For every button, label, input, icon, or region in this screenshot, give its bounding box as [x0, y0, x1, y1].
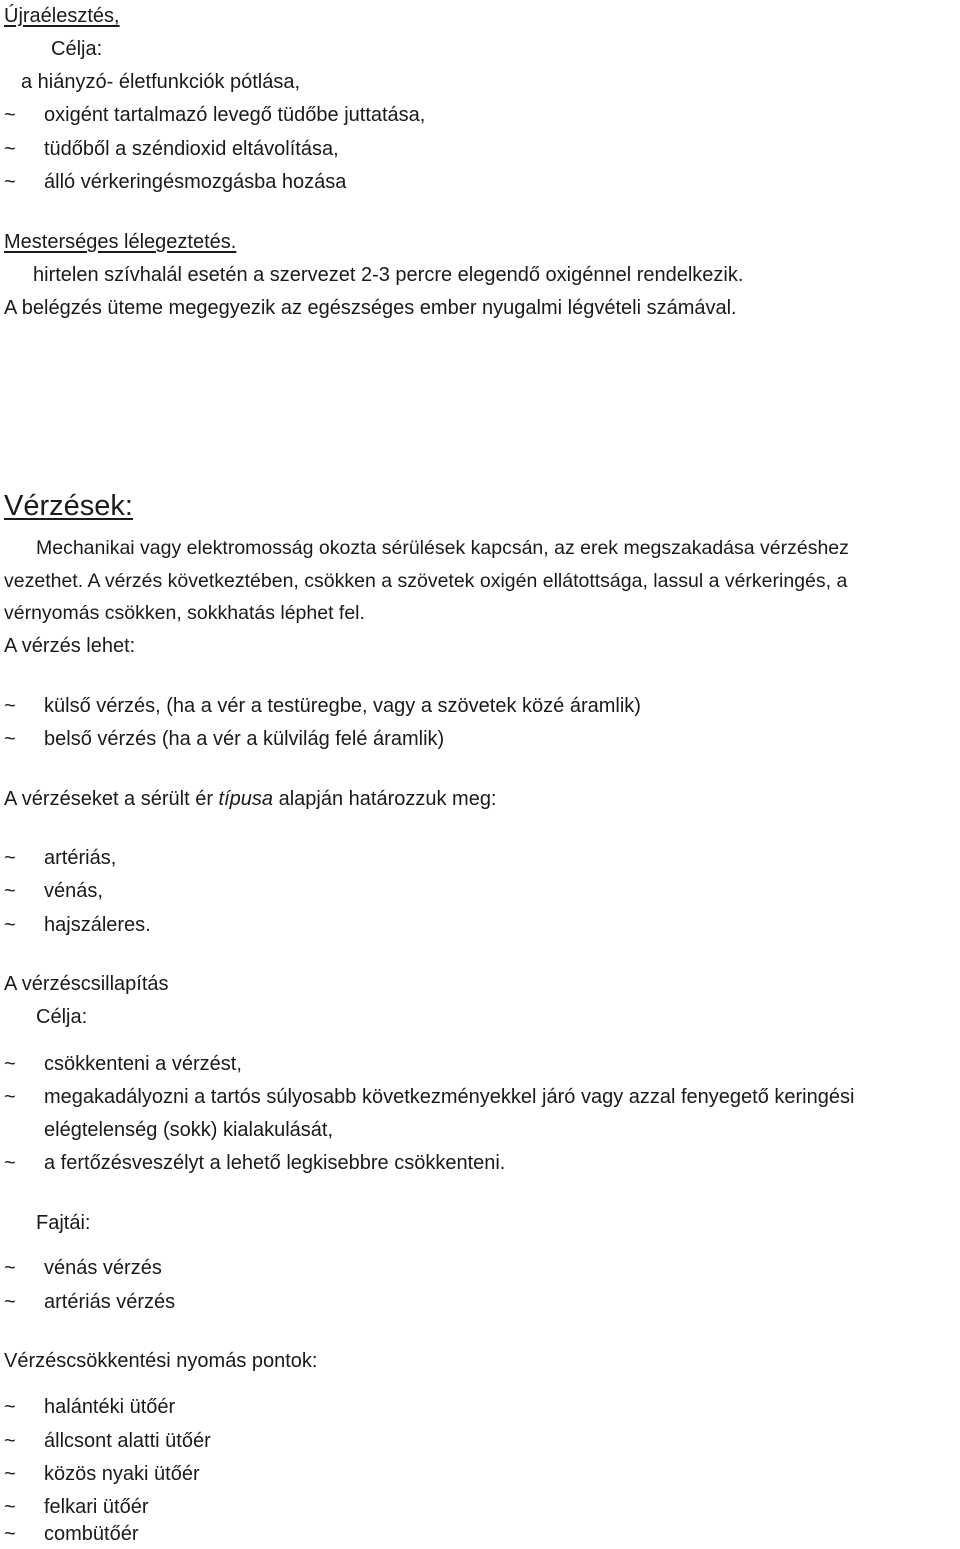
- list-item: oxigént tartalmazó levegő tüdőbe juttatása,: [44, 104, 426, 126]
- tilde-bullet: ~: [4, 1257, 16, 1279]
- list-item: belső vérzés (ha a vér a külvilág felé áramlik): [44, 728, 445, 750]
- paragraph-line: vezethet. A vérzés következtében, csökken a szövetek oxigén ellátottsága, lassul a vérkeringés, a: [4, 570, 848, 592]
- list-item: állcsont alatti ütőér: [44, 1430, 211, 1452]
- heading-mesterseges: Mesterséges lélegeztetés.: [4, 231, 237, 253]
- list-item: megakadályozni a tartós súlyosabb következményekkel járó vagy azzal fenyegető keringési: [44, 1086, 855, 1108]
- list-item: külső vérzés, (ha a vér a testüregbe, vagy a szövetek közé áramlik): [44, 695, 641, 717]
- heading-verzescsillapitas: A vérzéscsillapítás: [4, 973, 169, 995]
- heading-verzesek: Vérzések:: [4, 490, 133, 522]
- tilde-bullet: ~: [4, 914, 16, 936]
- tilde-bullet: ~: [4, 1396, 16, 1418]
- tilde-bullet: ~: [4, 1523, 16, 1545]
- tilde-bullet: ~: [4, 1053, 16, 1075]
- list-item: vénás vérzés: [44, 1257, 162, 1279]
- paragraph-line: Mechanikai vagy elektromosság okozta sérülések kapcsán, az erek megszakadása vérzéshez: [36, 537, 849, 559]
- list-item: artériás,: [44, 847, 117, 869]
- tipus-sentence: [4, 787, 497, 811]
- verzes-lehet-label: A vérzés lehet:: [4, 635, 136, 657]
- tipus-text-after: alapján határozzuk meg:: [273, 788, 497, 810]
- paragraph-line: vérnyomás csökken, sokkhatás léphet fel.: [4, 602, 365, 624]
- tipus-text-before: A vérzéseket a sérült ér: [4, 788, 219, 810]
- intro-line: a hiányzó- életfunkciók pótlása,: [21, 71, 301, 93]
- list-item: halántéki ütőér: [44, 1396, 176, 1418]
- list-item: hajszáleres.: [44, 914, 151, 936]
- celja-label: Célja:: [36, 1006, 88, 1028]
- list-item: a fertőzésveszélyt a lehető legkisebbre csökkenteni.: [44, 1152, 506, 1174]
- tilde-bullet: ~: [4, 728, 16, 750]
- list-item-continuation: elégtelenség (sokk) kialakulását,: [44, 1119, 334, 1141]
- tilde-bullet: ~: [4, 1086, 16, 1108]
- tilde-bullet: ~: [4, 1291, 16, 1313]
- text-line: A belégzés üteme megegyezik az egészséges ember nyugalmi légvételi számával.: [4, 297, 737, 319]
- list-item: vénás,: [44, 880, 103, 902]
- tilde-bullet: ~: [4, 847, 16, 869]
- list-item: artériás vérzés: [44, 1291, 176, 1313]
- tilde-bullet: ~: [4, 171, 16, 193]
- list-item: tüdőből a széndioxid eltávolítása,: [44, 138, 339, 160]
- list-item: álló vérkeringésmozgásba hozása: [44, 171, 347, 193]
- tipus-italic-word: típusa: [218, 788, 274, 810]
- list-item: közös nyaki ütőér: [44, 1463, 200, 1485]
- list-item: combütőér: [44, 1523, 139, 1545]
- tilde-bullet: ~: [4, 1152, 16, 1174]
- heading-nyomas-pontok: Vérzéscsökkentési nyomás pontok:: [4, 1350, 318, 1372]
- tilde-bullet: ~: [4, 1496, 16, 1518]
- heading-ujraelesztes: Újraélesztés,: [4, 5, 120, 27]
- celja-label: Célja:: [51, 38, 103, 60]
- list-item: felkari ütőér: [44, 1496, 149, 1518]
- tilde-bullet: ~: [4, 1430, 16, 1452]
- list-item: csökkenteni a vérzést,: [44, 1053, 242, 1075]
- tilde-bullet: ~: [4, 138, 16, 160]
- tilde-bullet: ~: [4, 880, 16, 902]
- tilde-bullet: ~: [4, 1463, 16, 1485]
- tilde-bullet: ~: [4, 695, 16, 717]
- text-line: hirtelen szívhalál esetén a szervezet 2-3 percre elegendő oxigénnel rendelkezik.: [33, 264, 744, 286]
- fajtai-label: Fajtái:: [36, 1212, 91, 1234]
- tilde-bullet: ~: [4, 104, 16, 126]
